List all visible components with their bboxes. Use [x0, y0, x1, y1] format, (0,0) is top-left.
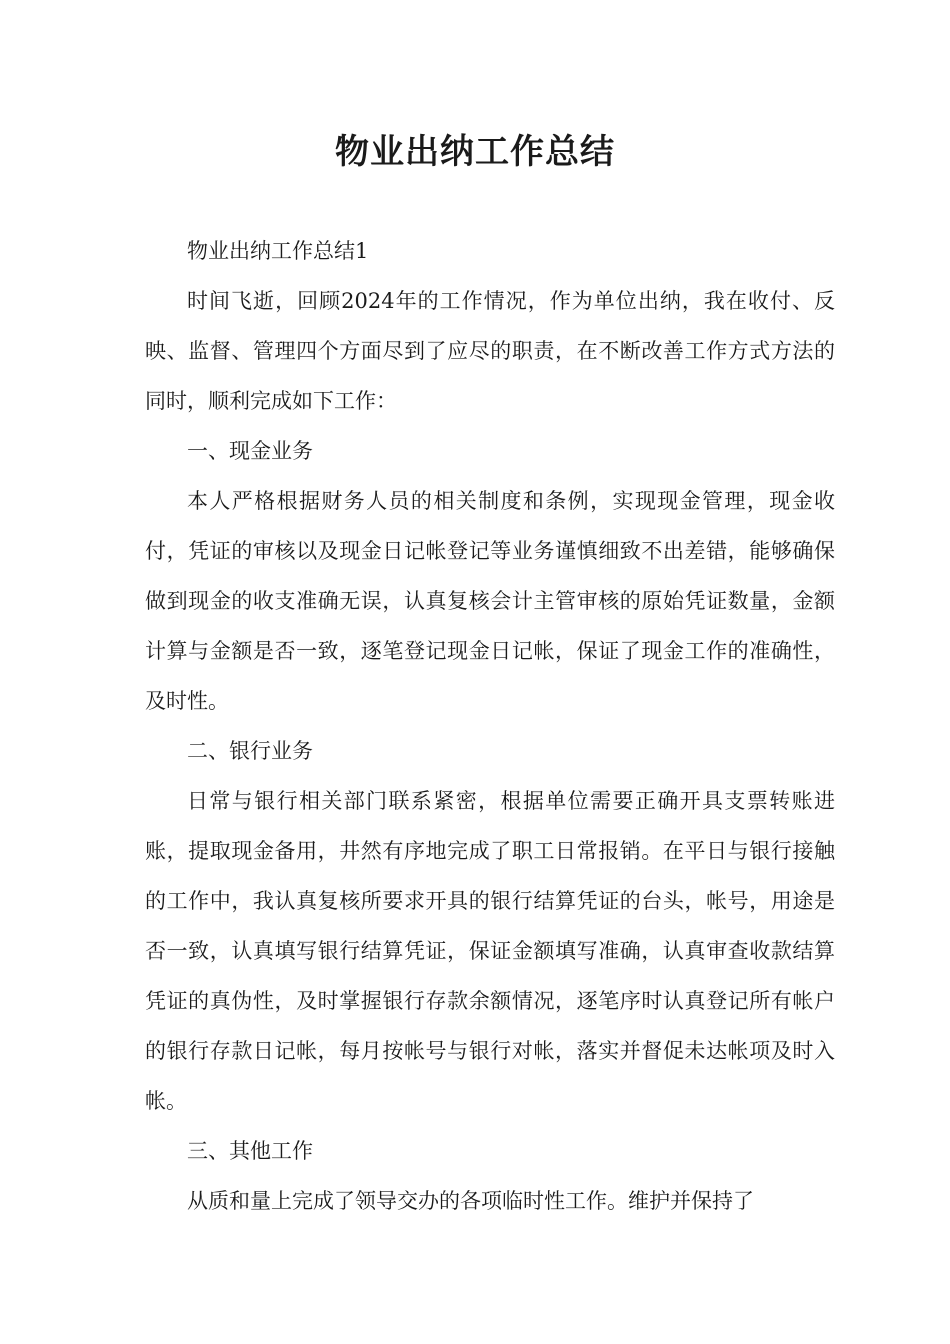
section-heading-other: 三、其他工作 [187, 1139, 313, 1163]
bank-paragraph: 日常与银行相关部门联系紧密，根据单位需要正确开具支票转账进账，提取现金备用，井然有序地完成了职工日常报销。在平日与银行接触的工作中，我认真复核所要求开具的银行结算凭证的台头，帐号，用途是否一致，认真填写银行结算凭证，保证金额填写准确，认真审查收款结算凭证的真伪性，及时掌握银行存款余额情况，逐笔序时认真登记所有帐户的银行存款日记帐，每月按帐号与银行对帐，落实并督促未达帐项及时入帐。 [145, 789, 835, 1113]
section-heading-cash: 一、现金业务 [187, 439, 313, 463]
intro-paragraph: 时间飞逝，回顾2024年的工作情况，作为单位出纳，我在收付、反映、监督、管理四个方面尽到了应尽的职责，在不断改善工作方式方法的同时，顺利完成如下工作： [145, 289, 835, 413]
section-subtitle: 物业出纳工作总结1 [187, 239, 369, 263]
document-title: 物业出纳工作总结 [335, 132, 615, 172]
other-paragraph: 从质和量上完成了领导交办的各项临时性工作。维护并保持了 [187, 1189, 754, 1213]
section-heading-bank: 二、银行业务 [187, 739, 313, 763]
document-body [145, 226, 835, 1226]
cash-paragraph: 本人严格根据财务人员的相关制度和条例，实现现金管理，现金收付，凭证的审核以及现金日记帐登记等业务谨慎细致不出差错，能够确保做到现金的收支准确无误，认真复核会计主管审核的原始凭证数量，金额计算与金额是否一致，逐笔登记现金日记帐，保证了现金工作的准确性，及时性。 [145, 489, 835, 713]
